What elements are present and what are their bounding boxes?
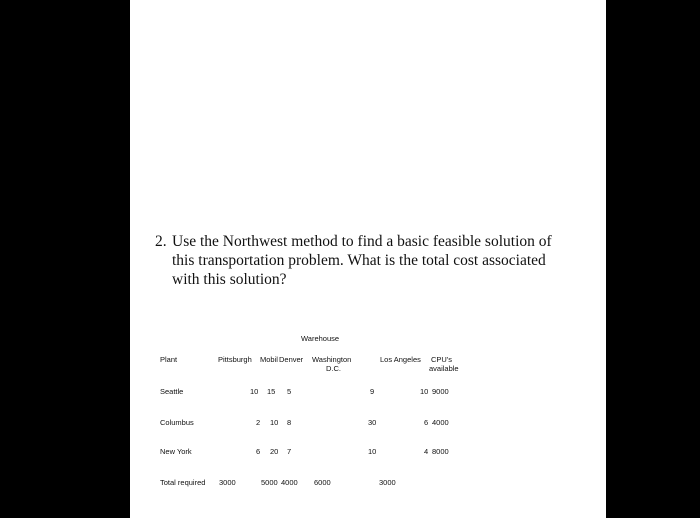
los-angeles-header: Los Angeles [380, 355, 421, 364]
cell-available: 4000 [432, 418, 449, 427]
mobile-header: Mobil [260, 355, 278, 364]
plant-header: Plant [160, 355, 178, 364]
cell-denver: 8 [287, 418, 292, 427]
row-plant: New York [160, 447, 192, 456]
cell-los-angeles: 4 [424, 447, 429, 456]
cell-los-angeles: 6 [424, 418, 429, 427]
cell-pittsburgh: 2 [256, 418, 261, 427]
cell-available: 8000 [432, 447, 449, 456]
cell-pittsburgh: 6 [256, 447, 261, 456]
washington-header: Washington [312, 355, 352, 364]
cell-mobile: 20 [270, 447, 279, 456]
available-subheader: available [429, 364, 459, 373]
cell-available: 9000 [432, 387, 449, 396]
question-line-3: with this solution? [172, 271, 287, 288]
document-page [130, 0, 606, 518]
question-line-2: this transportation problem. What is the total cost associated [172, 252, 546, 269]
total-washington: 6000 [314, 478, 331, 487]
cell-washington: 9 [370, 387, 375, 396]
cell-washington: 10 [368, 447, 377, 456]
total-los-angeles: 3000 [379, 478, 396, 487]
question-line-1: Use the Northwest method to find a basic feasible solution of [172, 233, 552, 250]
total-required-label: Total required [160, 478, 206, 487]
total-pittsburgh: 3000 [219, 478, 236, 487]
warehouse-header: Warehouse [301, 334, 340, 343]
total-denver: 4000 [281, 478, 298, 487]
cell-denver: 5 [287, 387, 292, 396]
question-number: 2. [155, 233, 167, 250]
cell-pittsburgh: 10 [250, 387, 259, 396]
row-plant: Seattle [160, 387, 184, 396]
row-plant: Columbus [160, 418, 194, 427]
pittsburgh-header: Pittsburgh [218, 355, 252, 364]
cell-washington: 30 [368, 418, 377, 427]
cell-denver: 7 [287, 447, 292, 456]
cell-mobile: 15 [267, 387, 276, 396]
cell-mobile: 10 [270, 418, 279, 427]
cell-los-angeles: 10 [420, 387, 429, 396]
denver-header: Denver [279, 355, 304, 364]
cpus-header: CPU's [431, 355, 453, 364]
washington-subheader: D.C. [326, 364, 341, 373]
total-mobile: 5000 [261, 478, 278, 487]
